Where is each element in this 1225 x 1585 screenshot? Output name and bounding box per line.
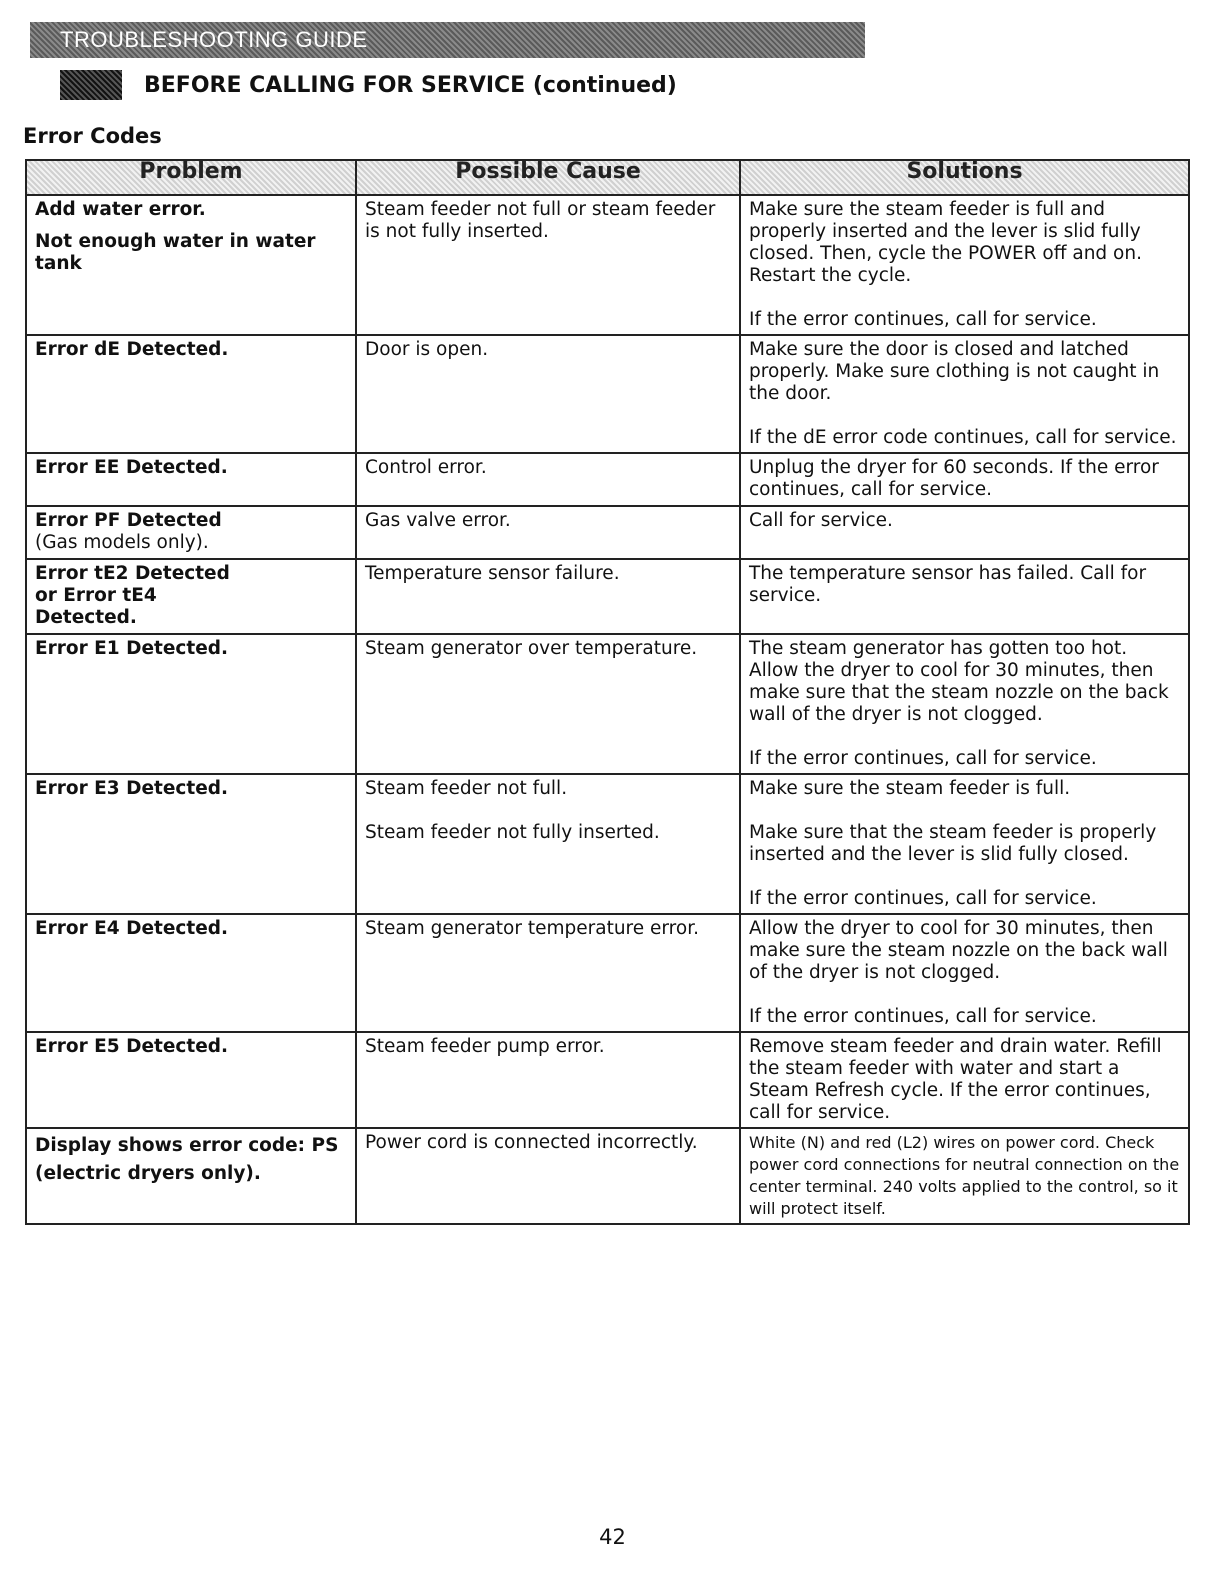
cause-text: Door is open.: [365, 339, 489, 360]
cause-text: Steam generator over temperature.: [365, 638, 698, 659]
problem-text: Not enough water in water tank: [35, 231, 316, 274]
problem-cell: [26, 634, 356, 774]
cause-cell: [356, 1128, 740, 1224]
problem-text: Error tE2 Detected or Error tE4 Detected.: [35, 563, 230, 628]
solutions-cell: [740, 195, 1189, 335]
cause-cell: [356, 195, 740, 335]
solution-text: Make sure the steam feeder is full.: [749, 778, 1071, 799]
cause-text: Steam generator temperature error.: [365, 918, 699, 939]
problem-cell: [26, 559, 356, 634]
table-header-row: [26, 160, 1189, 195]
subtitle: Error Codes: [23, 124, 162, 148]
solution-text: Make sure the steam feeder is full and properly inserted and the lever is slid fully closed. Then, cycle the POWER off and on. Restart the cycle.: [749, 199, 1142, 286]
solution-text: Make sure the door is closed and latched properly. Make sure clothing is not caught in the door.: [749, 339, 1160, 404]
problem-cell: [26, 1128, 356, 1224]
cause-cell: [356, 914, 740, 1032]
solutions-cell: [740, 453, 1189, 506]
solutions-cell: [740, 774, 1189, 914]
problem-cell: [26, 195, 356, 335]
solution-text: If the dE error code continues, call for service.: [749, 427, 1177, 448]
cause-text: Steam feeder not full or steam feeder is not fully inserted.: [365, 199, 716, 242]
problem-cell: [26, 453, 356, 506]
table-row: [26, 774, 1189, 914]
problem-text: Add water error.: [35, 199, 206, 220]
solution-text: Remove steam feeder and drain water. Refill the steam feeder with water and start a Steam Refresh cycle. If the error continues, call for service.: [749, 1036, 1162, 1123]
problem-text: Display shows error code: PS (electric dryers only).: [35, 1135, 339, 1184]
section-header: [60, 70, 677, 100]
problem-cell: [26, 774, 356, 914]
solutions-cell: [740, 559, 1189, 634]
cause-cell: [356, 453, 740, 506]
solution-text: White (N) and red (L2) wires on power cord. Check power cord connections for neutral connection on the center terminal. 240 volts applied to the control, so it will protect itself.: [749, 1133, 1180, 1218]
cause-cell: [356, 774, 740, 914]
solutions-cell: [740, 506, 1189, 559]
column-header-solutions: Solutions: [740, 160, 1189, 195]
cause-text: Power cord is connected incorrectly.: [365, 1132, 698, 1153]
problem-text: Error E4 Detected.: [35, 918, 229, 939]
solutions-cell: [740, 1032, 1189, 1128]
cause-text: Steam feeder not fully inserted.: [365, 822, 660, 843]
section-marker: [60, 70, 122, 100]
page-number: 42: [599, 1525, 626, 1549]
problem-cell: [26, 335, 356, 453]
column-header-problem: Problem: [26, 160, 356, 195]
table-row: [26, 634, 1189, 774]
solutions-cell: [740, 1128, 1189, 1224]
table-row: [26, 1032, 1189, 1128]
solutions-cell: [740, 914, 1189, 1032]
problem-cell: [26, 506, 356, 559]
banner-title: TROUBLESHOOTING GUIDE: [60, 27, 368, 52]
solution-text: The steam generator has gotten too hot. Allow the dryer to cool for 30 minutes, then make sure that the steam nozzle on the back wall of the dryer is not clogged.: [749, 638, 1169, 725]
table-row: [26, 335, 1189, 453]
problem-text: Error E1 Detected.: [35, 638, 229, 659]
solution-text: If the error continues, call for service.: [749, 1006, 1097, 1027]
cause-text: Gas valve error.: [365, 510, 511, 531]
solution-text: Allow the dryer to cool for 30 minutes, then make sure the steam nozzle on the back wall of the dryer is not clogged.: [749, 918, 1168, 983]
problem-cell: [26, 1032, 356, 1128]
problem-text: Error E3 Detected.: [35, 778, 229, 799]
problem-text: Error dE Detected.: [35, 339, 229, 360]
problem-text: Error PF Detected: [35, 510, 222, 531]
troubleshooting-banner: [30, 22, 865, 58]
solution-text: If the error continues, call for service.: [749, 748, 1097, 769]
table-row: [26, 195, 1189, 335]
table-row: [26, 453, 1189, 506]
cause-cell: [356, 634, 740, 774]
column-header-cause: Possible Cause: [356, 160, 740, 195]
cause-text: Temperature sensor failure.: [365, 563, 620, 584]
solution-text: Unplug the dryer for 60 seconds. If the error continues, call for service.: [749, 457, 1159, 500]
cause-text: Steam feeder not full.: [365, 778, 568, 799]
cause-cell: [356, 559, 740, 634]
cause-text: Steam feeder pump error.: [365, 1036, 605, 1057]
problem-text: Error E5 Detected.: [35, 1036, 229, 1057]
error-codes-table: [25, 159, 1190, 1225]
cause-cell: [356, 335, 740, 453]
table-row: [26, 506, 1189, 559]
problem-text: Error EE Detected.: [35, 457, 228, 478]
solution-text: If the error continues, call for service.: [749, 309, 1097, 330]
table-row: [26, 1128, 1189, 1224]
solutions-cell: [740, 634, 1189, 774]
solution-text: The temperature sensor has failed. Call for service.: [749, 563, 1147, 606]
cause-text: Control error.: [365, 457, 487, 478]
solution-text: Make sure that the steam feeder is properly inserted and the lever is slid fully closed.: [749, 822, 1157, 865]
problem-cell: [26, 914, 356, 1032]
table-row: [26, 914, 1189, 1032]
solution-text: If the error continues, call for service.: [749, 888, 1097, 909]
cause-cell: [356, 506, 740, 559]
solutions-cell: [740, 335, 1189, 453]
table-row: [26, 559, 1189, 634]
problem-note: (Gas models only).: [35, 532, 209, 553]
solution-text: Call for service.: [749, 510, 893, 531]
section-title: BEFORE CALLING FOR SERVICE (continued): [144, 72, 677, 98]
cause-cell: [356, 1032, 740, 1128]
